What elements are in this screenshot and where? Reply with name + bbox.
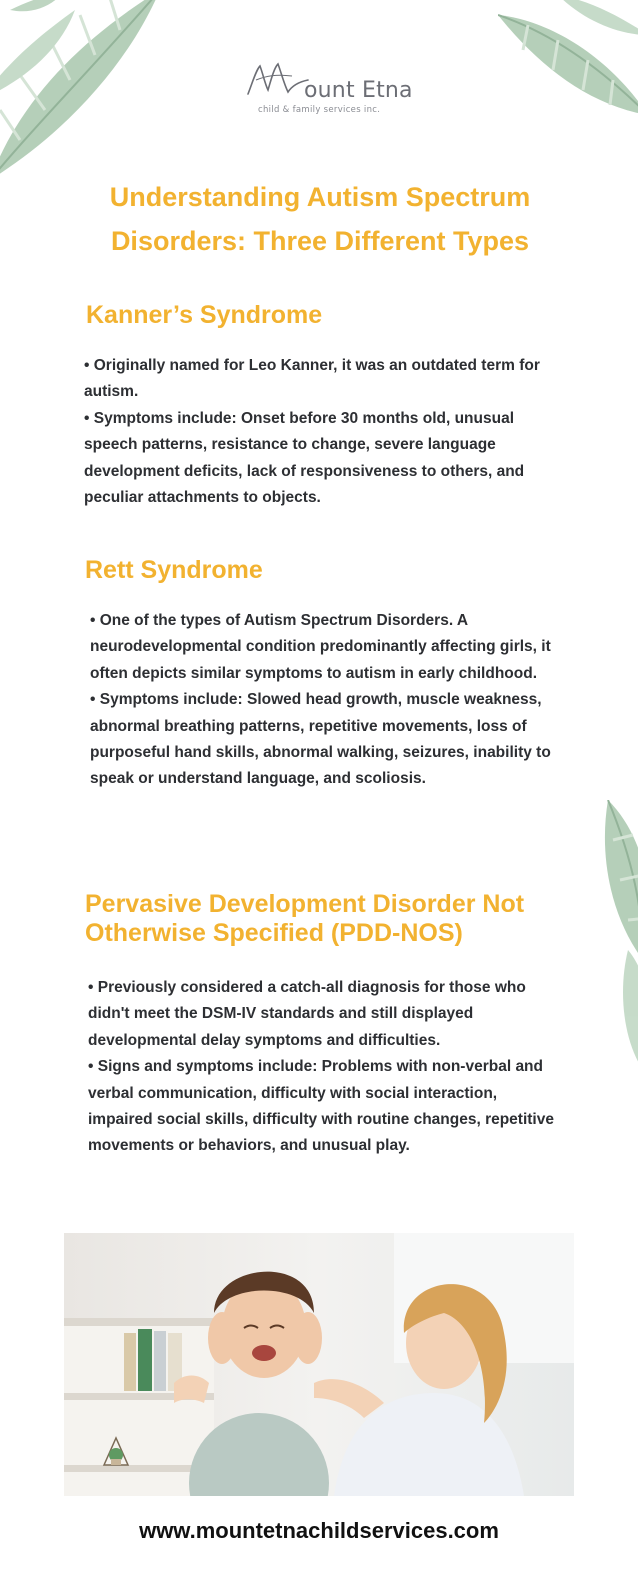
- section-heading-pdd-nos: Pervasive Development Disorder Not Otherwise Specified (PDD-NOS): [85, 890, 525, 947]
- leaf-decoration-right: [588, 800, 638, 1080]
- bullet-paragraph: • One of the types of Autism Spectrum Disorders. A neurodevelopmental condition predominantly affecting girls, it often depicts similar symptoms to autism in early childhood.: [90, 612, 551, 682]
- logo-subtitle: child & family services inc.: [258, 105, 381, 115]
- section-heading-rett-syndrome: Rett Syndrome: [85, 556, 263, 584]
- section-body-kanners-syndrome: [84, 353, 554, 511]
- child-and-caregiver-photo: [64, 1233, 574, 1496]
- section-body-pdd-nos: [88, 975, 558, 1160]
- website-url[interactable]: www.mountetnachildservices.com: [139, 1518, 499, 1543]
- mountain-m-logo-icon: [246, 60, 310, 100]
- company-logo: [246, 58, 416, 118]
- bullet-paragraph: • Symptoms include: Slowed head growth, muscle weakness, abnormal breathing patterns, repetitive movements, loss of purposeful hand skills, abnormal walking, seizures, inability to speak or understand language, and scoliosis.: [90, 691, 551, 788]
- bullet-paragraph: • Originally named for Leo Kanner, it was an outdated term for autism.: [84, 357, 540, 401]
- leaf-decoration-top-left: [0, 0, 170, 190]
- leaf-decoration-top-right: [498, 0, 638, 125]
- bullet-paragraph: • Previously considered a catch-all diagnosis for those who didn't meet the DSM-IV standards and still displayed developmental delay symptoms and difficulties.: [88, 979, 526, 1049]
- section-body-rett-syndrome: [90, 608, 560, 793]
- logo-title: ount Etna: [304, 78, 413, 103]
- section-heading-kanners-syndrome: Kanner’s Syndrome: [86, 301, 323, 329]
- bullet-paragraph: • Symptoms include: Onset before 30 months old, unusual speech patterns, resistance to change, severe language development deficits, lack of responsiveness to others, and peculiar attachments to objects.: [84, 409, 525, 507]
- bullet-paragraph: • Signs and symptoms include: Problems with non-verbal and verbal communication, difficulty with social interaction, impaired social skills, difficulty with routine changes, repetitive movements or behaviors, and unusual play.: [88, 1058, 554, 1155]
- page-title: Understanding Autism Spectrum Disorders: Three Different Types: [109, 182, 531, 256]
